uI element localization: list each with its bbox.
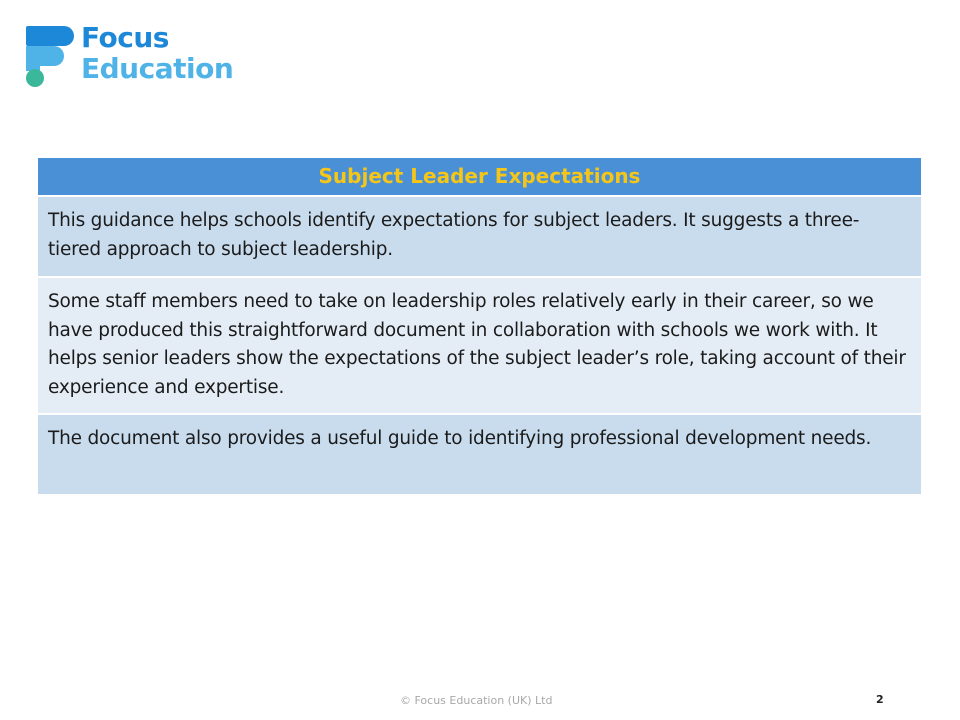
focus-education-logo bbox=[25, 21, 265, 94]
page-number: 2 bbox=[876, 693, 884, 706]
expectations-table bbox=[38, 158, 921, 494]
logo-f-icon bbox=[25, 24, 75, 90]
table-header: Subject Leader Expectations bbox=[38, 158, 921, 195]
table-row: The document also provides a useful guide to identifying professional development needs. bbox=[38, 413, 921, 494]
copyright-footer: © Focus Education (UK) Ltd bbox=[400, 694, 553, 707]
logo-wordmark bbox=[81, 22, 233, 84]
table-row: Some staff members need to take on leadership roles relatively early in their career, so we have produced this straightforward document in collaboration with schools we work with. It helps senior leaders show the expectations of the subject leader’s role, taking account of their experience and expertise. bbox=[38, 276, 921, 413]
table-row: This guidance helps schools identify expectations for subject leaders. It suggests a three-tiered approach to subject leadership. bbox=[38, 195, 921, 276]
logo-line-1: Focus bbox=[81, 21, 169, 54]
logo-line-2: Education bbox=[81, 52, 234, 85]
